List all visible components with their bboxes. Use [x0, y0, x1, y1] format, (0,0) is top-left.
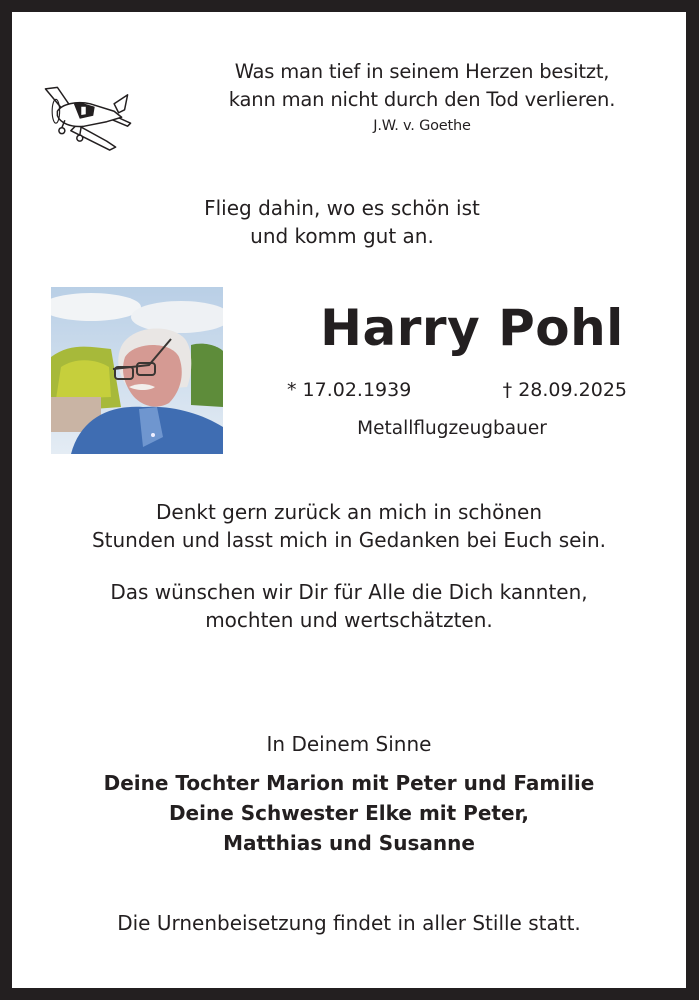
- airplane-icon: [32, 70, 144, 160]
- verse-line: Das wünschen wir Dir für Alle die Dich kannten,: [110, 580, 588, 604]
- obituary-card: [12, 12, 686, 988]
- mourner-line: Deine Schwester Elke mit Peter,: [168, 801, 530, 825]
- quote-author: J.W. v. Goethe: [373, 118, 471, 134]
- birth-date: * 17.02.1939: [287, 379, 412, 401]
- verse-second: [42, 578, 656, 634]
- occupation: Metallflugzeugbauer: [357, 418, 547, 439]
- verse-first: [42, 498, 656, 554]
- death-date: † 28.09.2025: [502, 379, 627, 401]
- goethe-quote: [192, 58, 652, 138]
- mourners-list: [32, 768, 666, 858]
- motto-line: und komm gut an.: [250, 224, 434, 248]
- portrait-photo: [51, 287, 223, 454]
- burial-notice: Die Urnenbeisetzung findet in aller Stille statt.: [117, 911, 581, 935]
- verse-line: Stunden und lasst mich in Gedanken bei Euch sein.: [91, 528, 607, 552]
- verse-line: mochten und wertschätzten.: [205, 608, 493, 632]
- mourners-intro: In Deinem Sinne: [266, 732, 432, 756]
- quote-line: Was man tief in seinem Herzen besitzt,: [234, 60, 610, 83]
- motto-line: Flieg dahin, wo es schön ist: [204, 196, 480, 220]
- mourner-line: Deine Tochter Marion mit Peter und Familie: [103, 771, 595, 795]
- verse-line: Denkt gern zurück an mich in schönen: [155, 500, 542, 524]
- motto: [152, 194, 532, 250]
- quote-line: kann man nicht durch den Tod verlieren.: [228, 88, 616, 111]
- deceased-name: Harry Pohl: [320, 299, 624, 357]
- mourner-line: Matthias und Susanne: [223, 831, 475, 855]
